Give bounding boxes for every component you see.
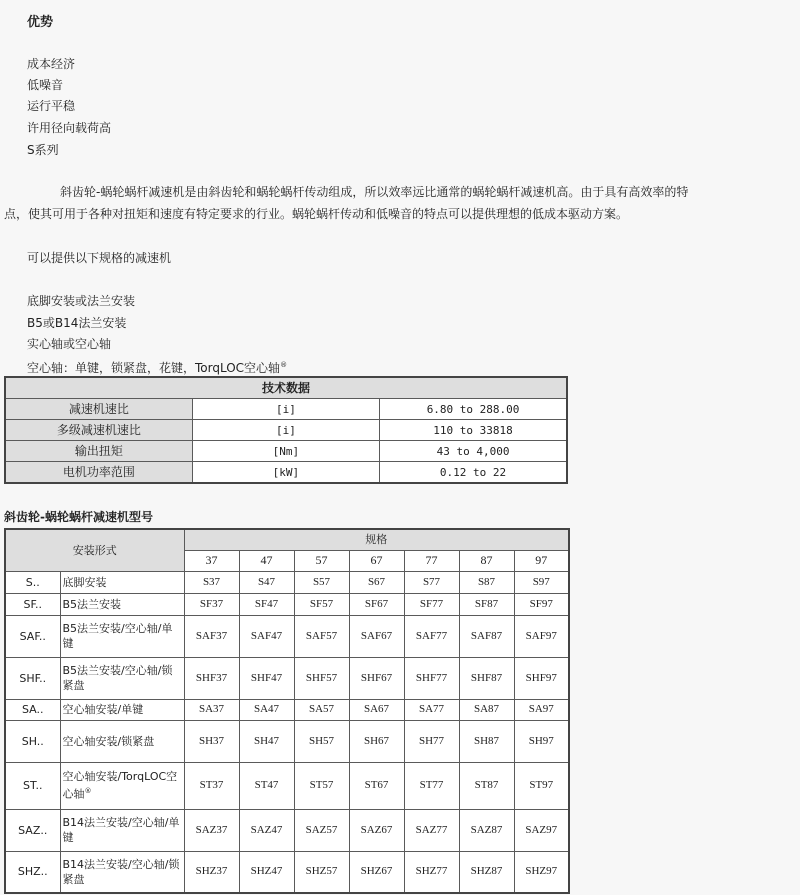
model-code: SAZ.. [5, 809, 60, 851]
tech-label: 输出扭矩 [5, 441, 192, 462]
table-row [5, 720, 569, 762]
mount-type [60, 762, 184, 809]
advantage-item: 运行平稳 [27, 99, 76, 113]
model-cell: SA67 [349, 699, 404, 720]
model-cell: SF47 [239, 593, 294, 615]
model-cell: SH77 [404, 720, 459, 762]
model-cell: SH37 [184, 720, 239, 762]
table-row [5, 462, 567, 484]
model-code: SH.. [5, 720, 60, 762]
table-row [5, 657, 569, 699]
mount-type-label: B14法兰安装/空心轴/锁紧盘 [62, 857, 180, 886]
tech-value: 43 to 4,000 [380, 441, 567, 462]
mount-type-label: B5法兰安装/空心轴/单键 [62, 622, 173, 650]
models-table [4, 528, 570, 894]
tech-unit: [kW] [192, 462, 379, 484]
registered-mark: ® [280, 361, 288, 369]
mount-type [60, 615, 184, 657]
table-row [5, 571, 569, 593]
model-cell: SHF67 [349, 657, 404, 699]
model-code: SA.. [5, 699, 60, 720]
model-cell: SHF77 [404, 657, 459, 699]
models-title: 斜齿轮-蜗轮蜗杆减速机型号 [4, 510, 153, 524]
model-cell: SHZ37 [184, 851, 239, 893]
tech-unit: [i] [192, 399, 379, 420]
model-cell: SA97 [514, 699, 569, 720]
mount-type [60, 657, 184, 699]
advantage-item: 低噪音 [27, 78, 64, 92]
advantage-item: 许用径向载荷高 [27, 121, 112, 135]
size-header-cell: 97 [514, 550, 569, 571]
mount-type [60, 809, 184, 851]
model-cell: SHZ77 [404, 851, 459, 893]
mount-type-label: 空心轴安装/TorqLOC空心轴 [62, 770, 178, 801]
model-cell: SAZ37 [184, 809, 239, 851]
table-row [5, 809, 569, 851]
model-cell: SH97 [514, 720, 569, 762]
model-cell: S77 [404, 571, 459, 593]
model-cell: ST77 [404, 762, 459, 809]
model-cell: SA77 [404, 699, 459, 720]
model-code: SHF.. [5, 657, 60, 699]
model-cell: SAZ57 [294, 809, 349, 851]
spec-header: 规格 [184, 529, 569, 550]
advantage-item: S系列 [27, 143, 59, 157]
model-code: ST.. [5, 762, 60, 809]
option-item: B5或B14法兰安装 [27, 316, 127, 330]
model-cell: SAZ87 [459, 809, 514, 851]
model-cell: SA87 [459, 699, 514, 720]
mount-type-label: 底脚安装 [62, 575, 107, 589]
tech-label: 多级减速机速比 [5, 420, 192, 441]
registered-mark: ® [84, 787, 92, 796]
page-title: 优势 [27, 15, 54, 30]
model-cell: SF57 [294, 593, 349, 615]
tech-value: 0.12 to 22 [380, 462, 567, 484]
tech-data-table [4, 376, 568, 484]
mount-type [60, 851, 184, 893]
model-cell: SAZ97 [514, 809, 569, 851]
size-header-cell: 47 [239, 550, 294, 571]
table-row [5, 762, 569, 809]
mount-type-header: 安装形式 [5, 529, 184, 571]
model-cell: SHF57 [294, 657, 349, 699]
mount-type [60, 720, 184, 762]
model-cell: ST37 [184, 762, 239, 809]
table-row [5, 399, 567, 420]
mount-type-label: B5法兰安装/空心轴/锁紧盘 [62, 664, 173, 692]
model-cell: SH67 [349, 720, 404, 762]
mount-type-label: B14法兰安装/空心轴/单键 [62, 816, 180, 844]
option-item: 实心轴或空心轴 [27, 337, 112, 351]
model-code: SHZ.. [5, 851, 60, 893]
model-cell: SAF67 [349, 615, 404, 657]
mount-type-label: B5法兰安装 [62, 597, 122, 611]
table-row [5, 615, 569, 657]
model-cell: SAF57 [294, 615, 349, 657]
model-cell: SAZ77 [404, 809, 459, 851]
model-cell: SAF97 [514, 615, 569, 657]
model-cell: SHF87 [459, 657, 514, 699]
option-text: 空心轴：单键，锁紧盘，花键，TorqLOC空心轴 [27, 361, 281, 375]
model-cell: SF67 [349, 593, 404, 615]
model-cell: SHZ57 [294, 851, 349, 893]
tech-label: 电机功率范围 [5, 462, 192, 484]
model-cell: SHF97 [514, 657, 569, 699]
model-cell: SH57 [294, 720, 349, 762]
size-header-cell: 87 [459, 550, 514, 571]
model-cell: SA57 [294, 699, 349, 720]
table-row [5, 699, 569, 720]
model-cell: SAZ67 [349, 809, 404, 851]
tech-table-header: 技术数据 [5, 377, 567, 399]
size-header-cell: 67 [349, 550, 404, 571]
table-row [5, 441, 567, 462]
model-cell: ST87 [459, 762, 514, 809]
model-cell: S87 [459, 571, 514, 593]
model-cell: SH47 [239, 720, 294, 762]
model-code: SF.. [5, 593, 60, 615]
model-cell: S47 [239, 571, 294, 593]
model-cell: SF97 [514, 593, 569, 615]
mount-type-label: 空心轴安装/锁紧盘 [62, 734, 155, 748]
model-cell: SA37 [184, 699, 239, 720]
model-cell: S97 [514, 571, 569, 593]
model-cell: ST67 [349, 762, 404, 809]
model-cell: SHZ87 [459, 851, 514, 893]
model-cell: SAF37 [184, 615, 239, 657]
table-row [5, 420, 567, 441]
model-cell: SAZ47 [239, 809, 294, 851]
table-row [5, 851, 569, 893]
mount-type [60, 699, 184, 720]
option-item: 底脚安装或法兰安装 [27, 294, 136, 308]
mount-type [60, 571, 184, 593]
offer-intro: 可以提供以下规格的减速机 [27, 251, 172, 265]
model-code: S.. [5, 571, 60, 593]
model-cell: SHZ47 [239, 851, 294, 893]
tech-value: 110 to 33818 [380, 420, 567, 441]
model-cell: ST57 [294, 762, 349, 809]
model-cell: SA47 [239, 699, 294, 720]
model-cell: SH87 [459, 720, 514, 762]
model-cell: SAF77 [404, 615, 459, 657]
model-cell: S37 [184, 571, 239, 593]
size-header-cell: 77 [404, 550, 459, 571]
mount-type-label: 空心轴安装/单键 [62, 703, 144, 716]
size-header-cell: 57 [294, 550, 349, 571]
model-cell: S67 [349, 571, 404, 593]
model-cell: S57 [294, 571, 349, 593]
table-row [5, 593, 569, 615]
model-cell: SHZ97 [514, 851, 569, 893]
model-cell: SHZ67 [349, 851, 404, 893]
table-header-row [5, 529, 569, 550]
model-cell: SAF47 [239, 615, 294, 657]
model-cell: SHF47 [239, 657, 294, 699]
model-cell: ST97 [514, 762, 569, 809]
tech-label: 减速机速比 [5, 399, 192, 420]
size-header-cell: 37 [184, 550, 239, 571]
tech-value: 6.80 to 288.00 [380, 399, 567, 420]
model-cell: SF37 [184, 593, 239, 615]
model-code: SAF.. [5, 615, 60, 657]
description-paragraph: 斜齿轮-蜗轮蜗杆减速机是由斜齿轮和蜗轮蜗杆传动组成，所以效率远比通常的蜗轮蜗杆减速机高。由于具有高效率的特点，使其可用于各种对扭矩和速度有特定要求的行业。蜗轮蜗杆传动和低噪音的特点可以提供理想的低成本驱动方案。 [4, 185, 689, 221]
model-cell: SAF87 [459, 615, 514, 657]
tech-unit: [i] [192, 420, 379, 441]
model-cell: ST47 [239, 762, 294, 809]
model-cell: SF87 [459, 593, 514, 615]
mount-type [60, 593, 184, 615]
model-cell: SHF37 [184, 657, 239, 699]
tech-unit: [Nm] [192, 441, 379, 462]
option-item [27, 357, 287, 376]
table-header-row [5, 377, 567, 399]
advantage-item: 成本经济 [27, 57, 76, 71]
model-cell: SF77 [404, 593, 459, 615]
